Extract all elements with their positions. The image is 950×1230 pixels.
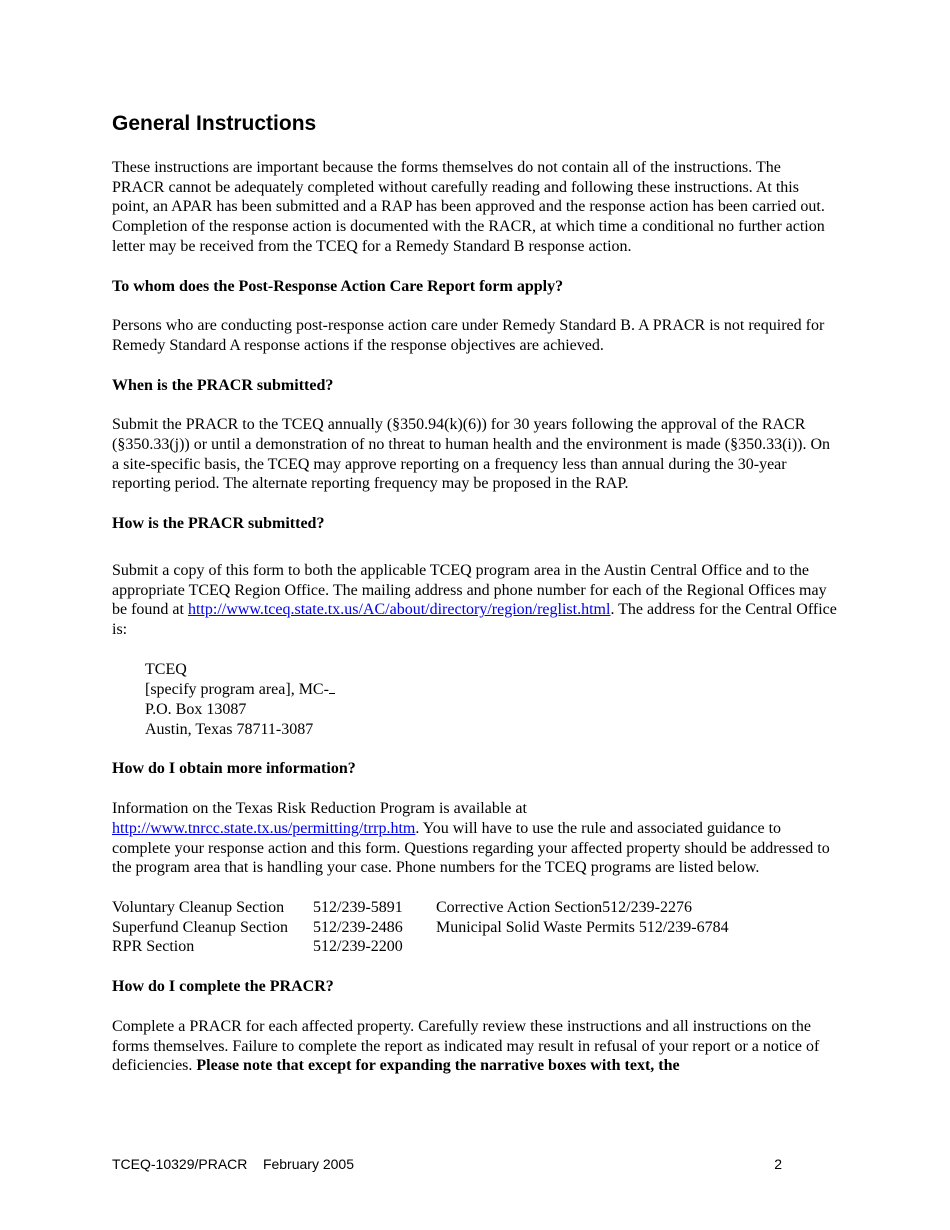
answer-who-applies: Persons who are conducting post-response action care under Remedy Standard B. A PRACR is not required for Remedy Standard A response actions if the response objectives are achieved. (112, 317, 825, 354)
answer-more-info-text-end: . You will have to use the rule and associated guidance to complete your response action and this form. Questions regarding your affected property should be addressed to the program area that is handling your case. Phone numbers for the TCEQ programs are listed below. (112, 819, 830, 877)
question-more-info: How do I obtain more information? (112, 760, 356, 778)
phone-number: 512/239-2486 (313, 918, 403, 936)
question-when-submitted: When is the PRACR submitted? (112, 376, 334, 394)
trrp-link[interactable]: http://www.tnrcc.state.tx.us/permitting/trrp.htm (112, 819, 416, 837)
phone-section-name: Voluntary Cleanup Section (112, 898, 285, 916)
page-number: 2 (774, 1156, 782, 1172)
answer-how-complete (112, 1017, 837, 1076)
phone-number: 512/239-2200 (313, 938, 403, 956)
central-office-address (145, 660, 837, 740)
document-page (112, 110, 837, 1076)
question-how-submitted: How is the PRACR submitted? (112, 515, 325, 533)
address-line-4: Austin, Texas 78711-3087 (145, 720, 314, 738)
answer-how-submitted-text: Submit a copy of this form to both the applicable TCEQ program area in the Austin Central Office and to the appropriate TCEQ Region Office. The mailing address and phone number for each of the Regional Offices may be found at (112, 561, 827, 619)
page-footer (112, 1156, 782, 1172)
footer-form-id: TCEQ-10329/PRACR February 2005 (112, 1156, 354, 1172)
address-line-2: [specify program area], MC- (145, 679, 837, 700)
answer-more-info-text: Information on the Texas Risk Reduction Program is available at (112, 800, 527, 818)
question-who-applies: To whom does the Post-Response Action Care Report form apply? (112, 277, 564, 295)
phone-section-entry: Municipal Solid Waste Permits 512/239-6784 (436, 918, 729, 936)
phone-empty-cell (436, 937, 837, 957)
answer-how-complete-text: Complete a PRACR for each affected property. Carefully review these instructions and all instructions on the forms themselves. Failure to complete the report as indicated may result in refusal of your report or a notice of deficiencies. (112, 1017, 820, 1075)
mail-code-blank (329, 679, 335, 694)
answer-how-submitted-text-end: . The address for the Central Office is: (112, 601, 837, 638)
answer-how-complete-bold: Please note that except for expanding the narrative boxes with text, the (196, 1057, 680, 1075)
address-line-1: TCEQ (145, 660, 187, 678)
answer-more-info (112, 799, 837, 878)
answer-how-submitted (112, 561, 837, 640)
question-how-complete: How do I complete the PRACR? (112, 978, 334, 996)
phone-section-name: Superfund Cleanup Section (112, 918, 288, 936)
phone-number: 512/239-5891 (313, 898, 403, 916)
address-line-3: P.O. Box 13087 (145, 701, 247, 719)
phone-numbers-table (112, 898, 837, 957)
phone-section-entry: Corrective Action Section512/239-2276 (436, 898, 692, 916)
answer-when-submitted: Submit the PRACR to the TCEQ annually (§350.94(k)(6)) for 30 years following the approval of the RACR (§350.33(j)) or until a demonstration of no threat to human health and the environment is made (§350.33(i)). On a site-specific basis, the TCEQ may approve reporting on a frequency less than annual during the 30-year reporting period. The alternate reporting frequency may be proposed in the RAP. (112, 416, 831, 493)
phone-section-name: RPR Section (112, 938, 195, 956)
regional-offices-link[interactable]: http://www.tceq.state.tx.us/AC/about/directory/region/reglist.html (187, 601, 611, 619)
page-title: General Instructions (112, 112, 317, 135)
intro-paragraph: These instructions are important because the forms themselves do not contain all of the instructions. The PRACR cannot be adequately completed without carefully reading and following these instructions. At this point, an APAR has been submitted and a RAP has been approved and the response action has been carried out. Completion of the response action is documented with the RACR, at which time a conditional no further action letter may be received from the TCEQ for a Remedy Standard B response action. (112, 159, 825, 255)
